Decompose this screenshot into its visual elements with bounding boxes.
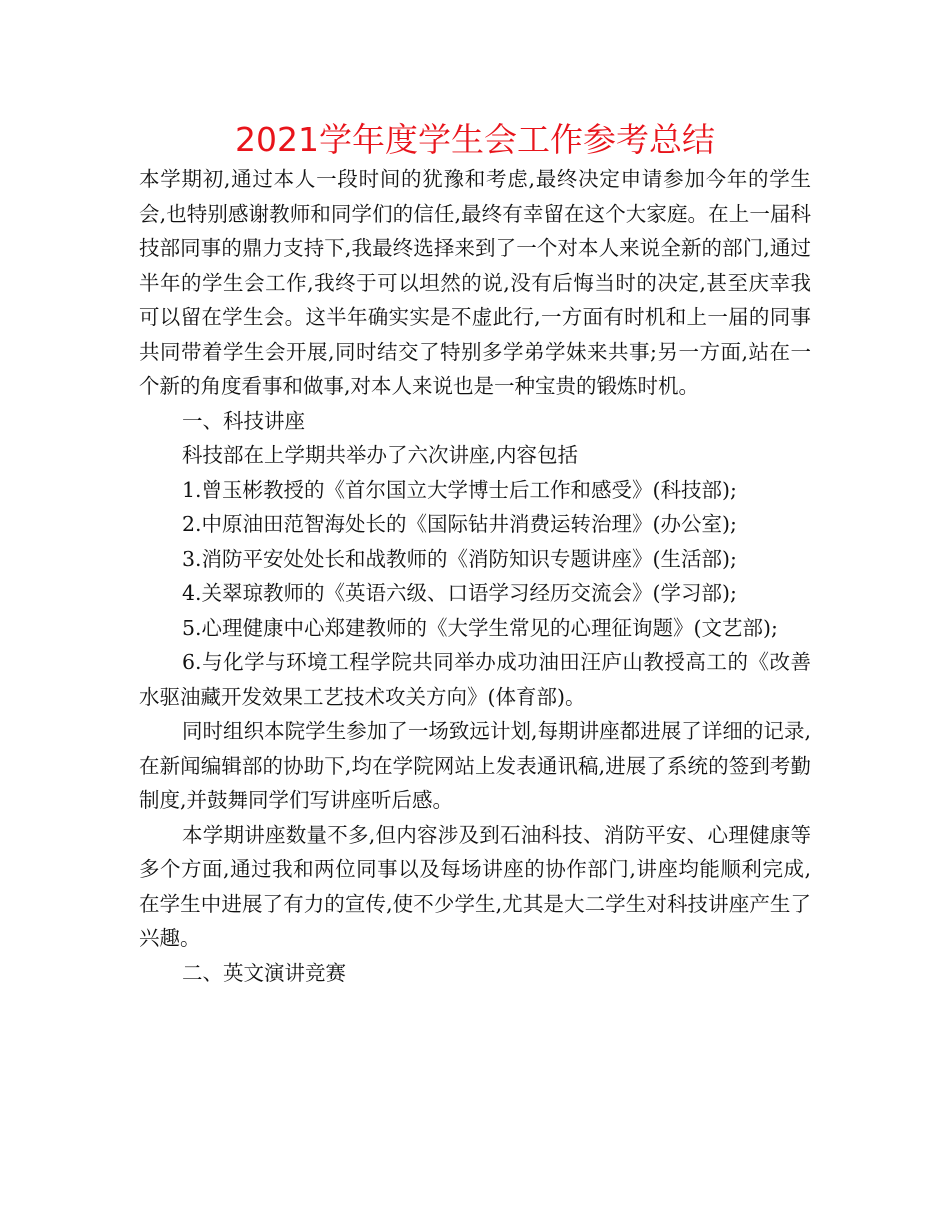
document-body	[139, 162, 811, 990]
list-item-lecture-6: 6.与化学与环境工程学院共同举办成功油田汪庐山教授高工的《改善水驱油藏开发效果工艺技术攻关方向》(体育部)。	[139, 650, 811, 709]
paragraph-lecture-summary: 本学期讲座数量不多,但内容涉及到石油科技、消防平安、心理健康等多个方面,通过我和两位同事以及每场讲座的协作部门,讲座均能顺利完成,在学生中进展了有力的宣传,使不少学生,尤其是大二学生对科技讲座产生了兴趣。	[139, 822, 811, 950]
paragraph-intro: 本学期初,通过本人一段时间的犹豫和考虑,最终决定申请参加今年的学生会,也特别感谢教师和同学们的信任,最终有幸留在这个大家庭。在上一届科技部同事的鼎力支持下,我最终选择来到了一个对本人来说全新的部门,通过半年的学生会工作,我终于可以坦然的说,没有后悔当时的决定,甚至庆幸我可以留在学生会。这半年确实实是不虚此行,一方面有时机和上一届的同事共同带着学生会开展,同时结交了特别多学弟学妹来共事;另一方面,站在一个新的角度看事和做事,对本人来说也是一种宝贵的锻炼时机。	[139, 167, 811, 398]
paragraph-lecture-records: 同时组织本院学生参加了一场致远计划,每期讲座都进展了详细的记录,在新闻编辑部的协助下,均在学院网站上发表通讯稿,进展了系统的签到考勤制度,并鼓舞同学们写讲座听后感。	[139, 719, 811, 812]
list-item-lecture-3: 3.消防平安处处长和战教师的《消防知识专题讲座》(生活部);	[182, 546, 737, 571]
paragraph-lecture-intro: 科技部在上学期共举办了六次讲座,内容包括	[182, 443, 579, 467]
list-item-lecture-1: 1.曾玉彬教授的《首尔国立大学博士后工作和感受》(科技部);	[182, 477, 737, 502]
list-item-lecture-4: 4.关翠琼教师的《英语六级、口语学习经历交流会》(学习部);	[182, 581, 737, 605]
list-item-lecture-2: 2.中原油田范智海处长的《国际钻井消费运转治理》(办公室);	[182, 512, 737, 536]
list-item-lecture-5: 5.心理健康中心郑建教师的《大学生常见的心理征询题》(文艺部);	[182, 615, 778, 640]
document-title: 2021学年度学生会工作参考总结	[235, 120, 715, 159]
section-heading-2: 二、英文演讲竞赛	[182, 960, 346, 985]
section-heading-1: 一、科技讲座	[182, 408, 305, 433]
